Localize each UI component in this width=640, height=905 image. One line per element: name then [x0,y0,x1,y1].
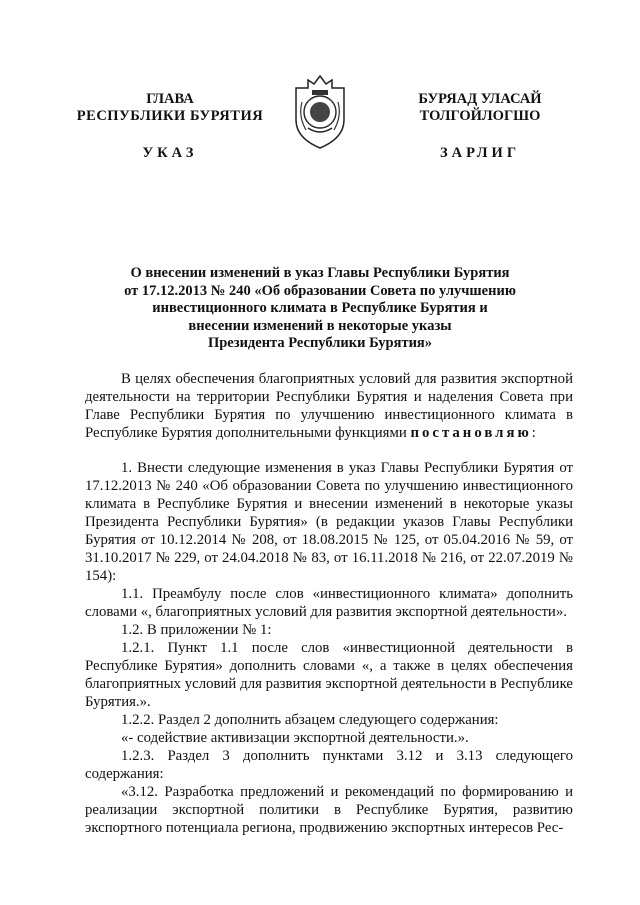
heading-line: внесении изменений в некоторые указы [188,317,452,334]
decree-word: постановляю [410,425,532,441]
coat-of-arms-icon [288,72,352,152]
body-paragraph-3-12: «3.12. Разработка предложений и рекомендаций по формированию и реализации экспортной политики в Республике Бурятия, развитию экспортного потенциала региона, продвижению экспортных интересов Рес- [85,784,573,836]
body-paragraph-1-2-2: 1.2.2. Раздел 2 дополнить абзацем следующего содержания: [121,712,499,728]
document-body [85,370,573,837]
heading-line: О внесении изменений в указ Главы Республики Бурятия [130,265,510,281]
body-paragraph-1-1: 1.1. Преамбулу после слов «инвестиционного климата» дополнить словами «, благоприятных условий для развития экспортной деятельности». [85,586,573,620]
body-paragraph-1-2: 1.2. В приложении № 1: [121,622,272,638]
header-left-line2: РЕСПУБЛИКИ БУРЯТИЯ [76,108,264,124]
heading-line: инвестиционного климата в Республике Бурятия и [152,300,488,316]
preamble-text: В целях обеспечения благоприятных условий для развития экспортной деятельности на территории Республики Бурятия и наделения Совета при Главе Республики Бурятия по улучшению инвестиционного климата в Республике Бурятия дополнительными функциями [85,371,573,441]
body-paragraph-quote: «- содействие активизации экспортной деятельности.». [121,730,469,746]
document-heading [110,265,530,353]
header-left-doc-type: УКАЗ [142,145,198,161]
header-right-block [380,91,580,162]
preamble-paragraph [85,370,573,442]
header-left-block [70,91,270,162]
header-left-line1: ГЛАВА [146,91,194,107]
heading-line: от 17.12.2013 № 240 «Об образовании Совета по улучшению [124,282,516,299]
header-right-line2: ТОЛГОЙЛОГШО [419,108,541,124]
body-paragraph-1-2-1: 1.2.1. Пункт 1.1 после слов «инвестиционной деятельности в Республике Бурятия» дополнить словами «, а также в целях обеспечения благоприятных условий для развития экспортной деятельности в Республике Бурятия.». [85,640,573,710]
body-paragraph-1-2-3: 1.2.3. Раздел 3 дополнить пунктами 3.12 и 3.13 следующего содержания: [85,748,573,782]
heading-line: Президента Республики Бурятия» [207,335,433,351]
header-right-doc-type: ЗАРЛИГ [439,145,521,161]
header-right-line1: БУРЯАД УЛАСАЙ [418,91,542,107]
decree-colon: : [531,425,536,441]
body-paragraph-1: 1. Внести следующие изменения в указ Главы Республики Бурятия от 17.12.2013 № 240 «Об образовании Совета по улучшению инвестиционного климата в Республике Бурятия и внесении изменений в некоторые указы Президента Республики Бурятия» (в редакции указов Главы Республики Бурятия от 10.12.2014 № 208, от 18.08.2015 № 125, от 05.04.2016 № 59, от 31.10.2017 № 229, от 24.04.2018 № 83, от 16.11.2018 № 216, от 22.07.2019 № 154): [85,460,573,584]
